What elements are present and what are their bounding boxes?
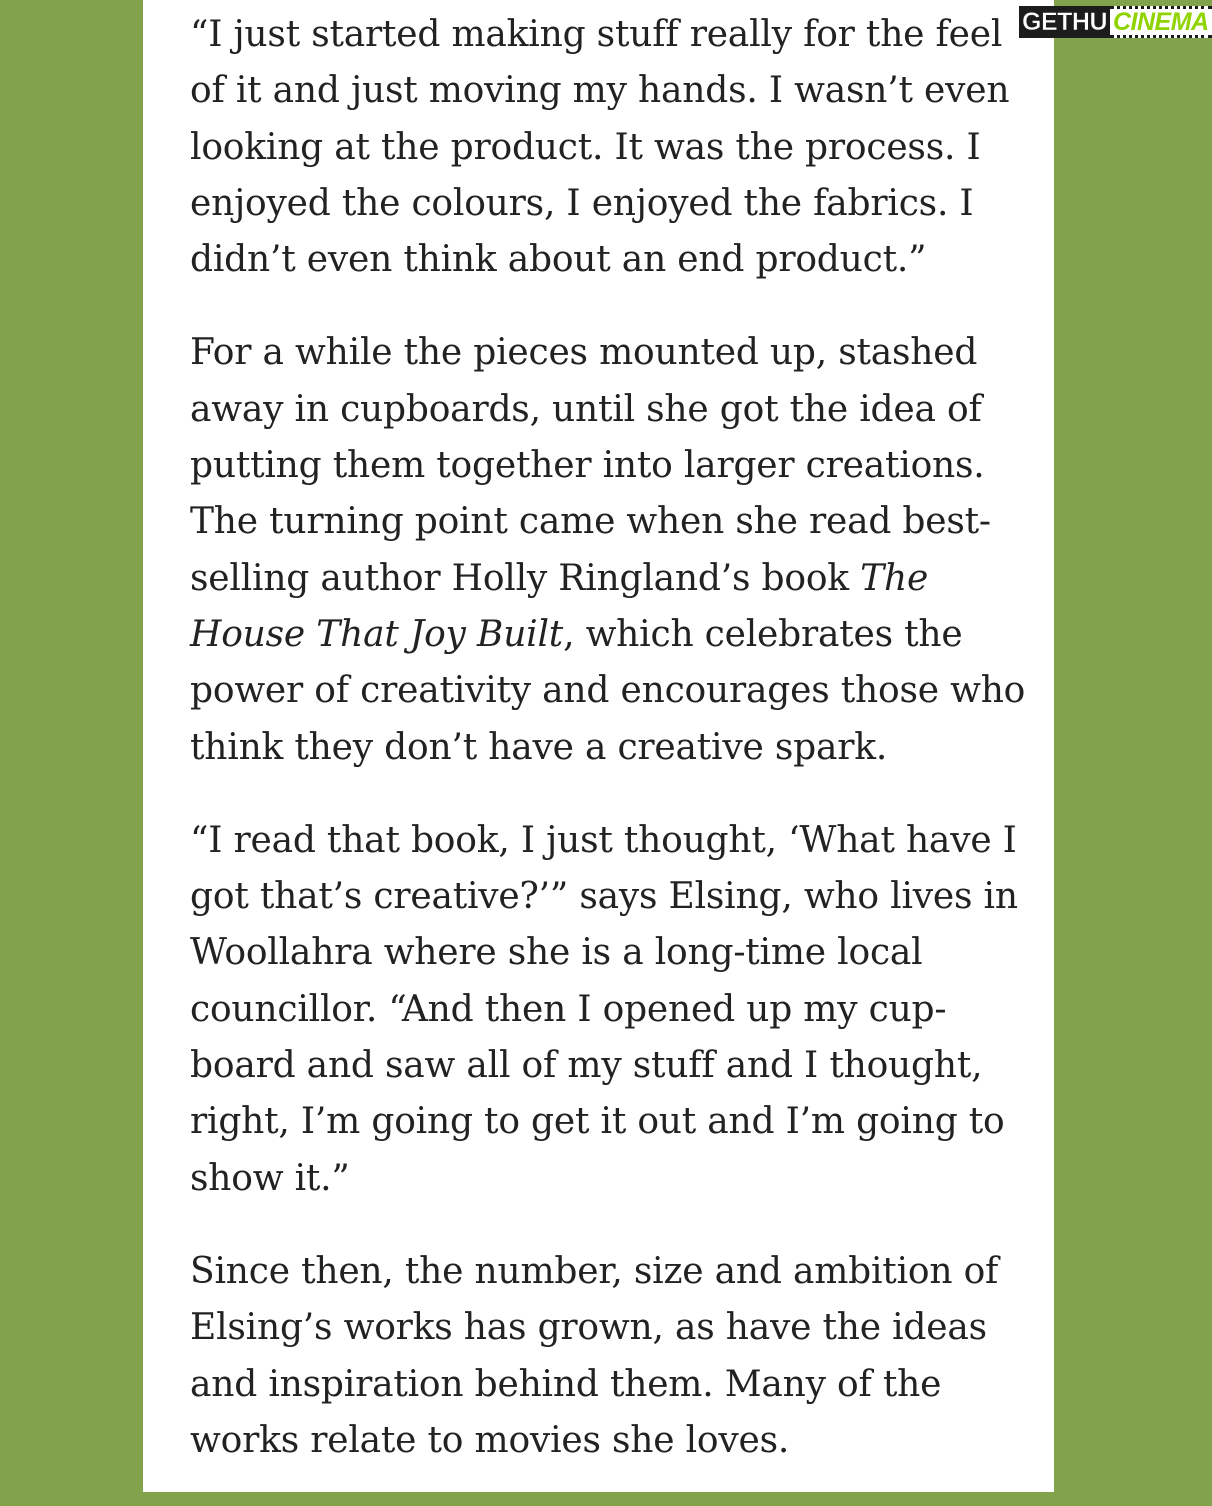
text-line: Elsing’s works has grown, as have the ideas: [190, 1307, 987, 1349]
text-line: “I just started making stuff really for the feel: [190, 14, 1003, 55]
text-line: councillor. “And then I opened up my cup-: [190, 988, 947, 1030]
watermark-logo: [1019, 4, 1212, 40]
text-line: got that’s creative?’” says Elsing, who lives in: [190, 876, 1018, 918]
article-paragraph-1: [190, 7, 1020, 288]
text-line: The turning point came when she read best-: [190, 501, 991, 543]
text-line: For a while the pieces mounted up, stashed: [190, 332, 978, 374]
text-line: works relate to movies she loves.: [190, 1419, 790, 1461]
text-line: of it and just moving my hands. I wasn’t even: [190, 70, 1010, 112]
article-page: [143, 0, 1054, 1492]
text-line: didn’t even think about an end product.”: [190, 239, 927, 281]
article-body: [190, 7, 1026, 1506]
article-paragraph-2: [190, 325, 1026, 775]
article-paragraph-4: [190, 1244, 1020, 1469]
text-line: putting them together into larger creations.: [190, 445, 985, 487]
text-line-with-title: [190, 607, 1020, 663]
book-title-part-1: The: [860, 557, 929, 599]
text-line: “I read that book, I just thought, ‘What have I: [190, 819, 1017, 861]
text-line: Woollahra where she is a long-time local: [190, 932, 923, 974]
book-title-part-2: House That Joy Built: [190, 613, 564, 655]
text-line: power of creativity and encourages those who: [190, 670, 1026, 712]
watermark-text-part-2: CINEMA: [1110, 6, 1212, 38]
text-line: think they don’t have a creative spark.: [190, 726, 888, 768]
text-segment: selling author Holly Ringland’s book: [190, 557, 861, 599]
text-segment: , which celebrates the: [563, 613, 963, 655]
text-line: right, I’m going to get it out and I’m going to: [190, 1101, 1005, 1143]
text-line: enjoyed the colours, I enjoyed the fabrics. I: [190, 182, 974, 224]
watermark-text-part-1: GETHU: [1019, 6, 1110, 38]
text-line: and inspiration behind them. Many of the: [190, 1363, 942, 1405]
text-line: show it.”: [190, 1157, 350, 1199]
article-paragraph-3: [190, 813, 1020, 1207]
text-line: Since then, the number, size and ambition of: [190, 1250, 999, 1292]
text-line: away in cupboards, until she got the idea of: [190, 388, 982, 430]
text-line: board and saw all of my stuff and I thought,: [190, 1045, 983, 1087]
text-line-with-title: [190, 551, 1020, 607]
text-line: looking at the product. It was the process. I: [190, 126, 981, 168]
